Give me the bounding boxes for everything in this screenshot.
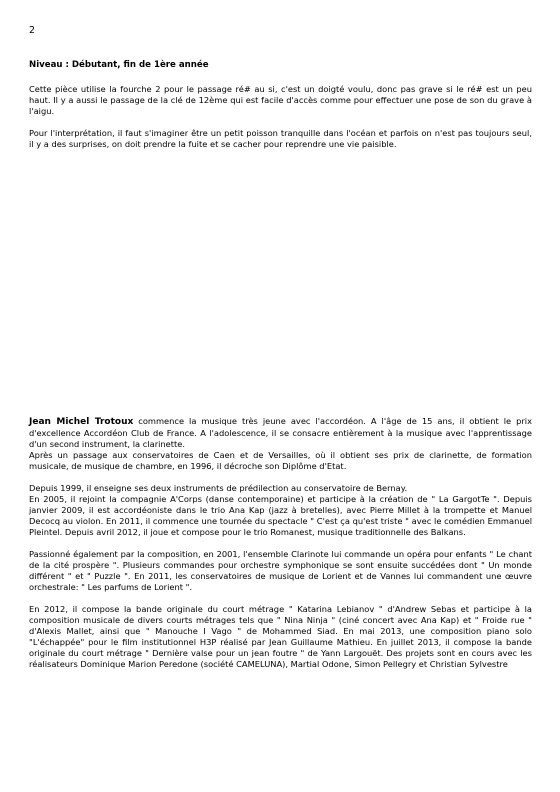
level-heading: Niveau : Débutant, fin de 1ère année — [29, 60, 209, 70]
bio-paragraph-film-music: En 2012, il compose la bande originale du court métrage " Katarina Lebianov " d'Andrew Sebas et participe à la composition musicale de divers courts métrages tels que " Nina Ninja " (ciné concert avec Ana Kap) et " Froide rue " d'Alexis Mallet, ainsi que " Manouche I Vago " de Mohammed Siad. En mai 2013, une composition piano solo "L'échappée" pour le film institutionnel H3P réalisé par Jean Guillaume Mathieu. En juillet 2013, il compose la bande originale du court métrage " Dernière valse pour un jean foutre " de Yann Largouët. Des projets sont en cours avec les réalisateurs Dominique Marion Peredone (société CAMELUNA), Martial Odone, Simon Pellegry et Christian Sylvestre — [29, 604, 532, 669]
intro-paragraph-technique: Cette pièce utilise la fourche 2 pour le passage ré# au si, c'est un doigté voulu, donc pas grave si le ré# est un peu haut. Il y a aussi le passage de la clé de 12ème qui est facile d'accès comme pour effectuer une pose de son du grave à l'aigu. — [29, 84, 532, 116]
bio-paragraph-early-life — [29, 416, 532, 450]
bio-paragraph-studies: Après un passage aux conservatoires de Caen et de Versailles, où il obtient ses prix de clarinette, de formation musicale, de musique de chambre, en 1996, il décroche son Diplôme d'Etat. — [29, 450, 532, 471]
composer-name: Jean Michel Trotoux — [29, 417, 134, 427]
page-number: 2 — [29, 25, 36, 36]
bio-paragraph-teaching: Depuis 1999, il enseigne ses deux instruments de prédilection au conservatoire de Bernay. — [29, 483, 408, 493]
bio-paragraph-composition: Passionné également par la composition, en 2001, l'ensemble Clarinote lui commande un opéra pour enfants " Le chant de la cité prospère ". Plusieurs commandes pour orchestre symphonique se sont ensuite succédées dont " Un monde différent " et " Puzzle ". En 2011, les conservatoires de musique de Lorient et de Vannes lui commandent une œuvre orchestrale: " Les parfums de Lorient ". — [29, 549, 532, 592]
biography-section — [29, 416, 532, 670]
intro-section — [29, 84, 532, 150]
intro-paragraph-interpretation: Pour l'interprétation, il faut s'imaginer être un petit poisson tranquille dans l'océan et parfois on n'est pas toujours seul, il y a des surprises, on doit prendre la fuite et se cacher pour reprendre une vie paisible. — [29, 128, 532, 149]
bio-paragraph-early-life-text: commence la musique très jeune avec l'accordéon. A l'âge de 15 ans, il obtient le prix d'excellence Accordéon Club de France. A l'adolescence, il se consacre entièrement à la musique avec l'apprentissage d'un second instrument, la clarinette. — [29, 416, 532, 449]
bio-paragraph-performance: En 2005, il rejoint la compagnie A'Corps (danse contemporaine) et participe à la création de " La GargotTe ". Depuis janvier 2009, il est accordéoniste dans le trio Ana Kap (jazz à bretelles), avec Pierre Millet à la trompette et Manuel Decocq au violon. En 2011, il commence une tournée du spectacle " C'est ça qu'est triste " avec le comédien Emmanuel Pleintel. Depuis avril 2012, il joue et compose pour le trio Romanest, musique traditionnelle des Balkans. — [29, 494, 532, 537]
